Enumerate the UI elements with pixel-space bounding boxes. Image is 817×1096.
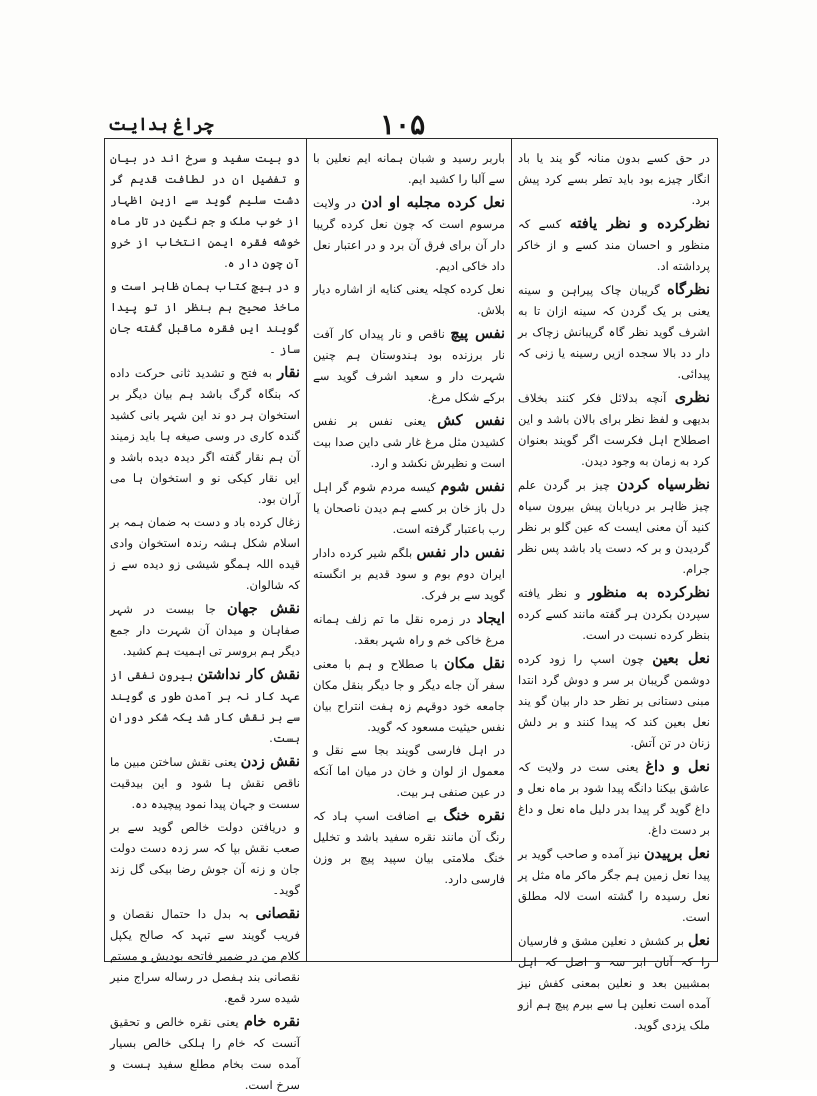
entry [313, 542, 505, 606]
entry [313, 192, 505, 277]
entry [110, 362, 300, 510]
entry [518, 843, 710, 928]
entry-headword: نعل کرده مجلبه او ادن [361, 194, 505, 211]
entry [518, 279, 710, 385]
entry-text: چیز بر گردن علم چیز ظاہر بر دریابان پیش بیرون سیاہ کنید آن معنی ایست که عین گلو بر نظر گردیدن و بر کہ دست یاد باشد پس نظر جرام. [518, 478, 710, 576]
entry-headword: نقصانی [255, 905, 301, 922]
entry-headword: نقل مکان [444, 655, 506, 672]
entry [110, 903, 300, 1009]
entry-text: نیز آمده و صاحب گوید بر پیدا نعل زمین ہم جگر ماکر ماہ مثل پر نعل رسیدہ را گشته است لالہ مطلق است. [518, 847, 710, 924]
entry-text: و در ہیچ کتاب ہمان ظاہر است و ماخذ صحیح ہم بنظر از تو پیدا گویند ایں فقره ماقبل گفته جان ساز ۔ [110, 279, 300, 356]
entry [313, 410, 505, 474]
entry-text: در زمره نقل ما تم زلف ہمانه مرغ خاکی خم و راہ شہر بعقد. [313, 612, 505, 647]
entry-text: و نظر یافته سپردن بکردن ہر گفته مانند کسے کرده بنظر کرده نسبت در است. [518, 586, 710, 642]
entry [110, 664, 300, 749]
entry-text: در ولایت مرسوم است کہ چون نعل کرده گریبا دار آن برای فرق آن برد و در اعتبار نعل داد خاکی ادیم. [313, 196, 505, 273]
entry-text: باربر رسید و شبان ہمانه ایم نعلین با سے آلبا را کشید ایم. [313, 151, 505, 186]
entry-text: ناقص و نار پیداں کار آفت نار برزنده بود ہندوستان ہم چنین شہرت دار و سعید اشرف گوید سے برکے شکل مرغ. [313, 327, 505, 404]
column-divider-left [306, 138, 307, 962]
entry [518, 930, 710, 1036]
entry-text: یعنی نفس بر نفس کشیدن مثل مرغ غار شی داین صدا بیت است و نظیرش نکشد و ارد. [313, 414, 505, 470]
entry-headword: نفس شوم [440, 478, 506, 495]
entry-headword: نفس دار نفس [416, 544, 505, 561]
entry [518, 213, 710, 277]
entry [110, 1011, 300, 1096]
entry-text: نعل کرده کچلہ یعنی کنایه از اشاره دیار بلاش. [313, 282, 505, 317]
entry [110, 751, 300, 815]
entry [518, 582, 710, 646]
entry [110, 276, 300, 360]
entry-text: کسے کہ منظور و احسان مند کسے و از خاکر پرداشته اد. [518, 217, 710, 273]
page-number: ۱۰۵ [380, 108, 426, 141]
entry-text: به فتح و تشدید ثانی حرکت داده کہ بنگاہ گرگ باشد ہم بیان دیگر بر استخوان ہر دو ند این شہر بانی کشید گندہ کاری در وسی صیغه ہا باید زمیند آن ہم نقار گفته اگر دیدہ دیده باشد و ایں نقار کیکی نو و استخوان ہا می آران بود. [110, 366, 300, 506]
entry-text: یعنی نقش ساختن مبین ما ناقص نقش ہا شود و این بیدقیت سست و جہان پیدا نمود پیچیدہ دہ. [110, 755, 300, 811]
entry-text: بے اضافت اسپ ہاد کہ رنگ آن مانند نقره سفید باشد و تخلیل خنگ ملامتی بیان سپید پیچ بر وزن فارسی دارد. [313, 809, 505, 886]
entry [313, 323, 505, 408]
entry-headword: نظرکرده و نظر یافته [569, 215, 711, 232]
entry [110, 598, 300, 662]
entry-text: یعنی ست در ولایت کہ عاشق بیکنا دانگه پیدا شود بر ماہ نعل و داغ گوید گر پیدا بدر دلیل ماہ نعل و داغ بر دست داغ. [518, 760, 710, 837]
entry [518, 756, 710, 841]
entry-headword: نقش جهان [227, 600, 301, 617]
entry-text: و دریافتن دولت خالص گوید سے بر صعب نقش بپا کہ سر زدہ دست دولت جان و زنه آن جوش رضا بیکی گل زند گوید۔ [110, 820, 300, 897]
entry-headword: نعل بعین [652, 650, 710, 667]
column-right [518, 148, 711, 1032]
entry-headword: نقش زدن [240, 753, 301, 770]
entry-text: یعنی نقره خالص و تحقیق آنست کہ خام را ہلکی خالص بسیار آمده ست بخام مطلع سفید ہست و سرخ است. [110, 1015, 300, 1092]
entry [313, 740, 505, 803]
entry-text: بر کشش د نعلین مشق و فارسیان را کہ آنان ابر سہ و اصل کہ اہل بمشیین بعد و نعلین بمعنی کفش نیز آمده است نعلین ہا سے بیرم پیچ ہم ازو ملک یزدی گوید. [518, 934, 710, 1032]
entry-headword: ایجاد [476, 610, 505, 627]
entry-headword: نظرسیاه کردن [617, 476, 711, 493]
entry-headword: نعل و داغ [645, 758, 711, 775]
entry [110, 512, 300, 596]
entry [518, 148, 710, 211]
entry-text: گریبان چاک پیراہن و سینه یعنی بر یک گردن کہ سینه ازان تا به اشرف گوید نظر گاہ گریبانش زچاک بر دار دد بالا سجده ازیں رسینه یا زنی کہ پیدائی. [518, 283, 710, 381]
entry [313, 148, 505, 190]
entry [518, 387, 710, 472]
entry-text: کیسه مردم شوم گر اہل دل باز خان بر کسے ہم دیدن ناصحان یا رب باعتبار گرفته است. [313, 480, 505, 536]
entry [313, 476, 505, 540]
entry [518, 648, 710, 754]
column-divider-right [511, 138, 512, 962]
entry [110, 148, 300, 274]
entry-text: جا بیست در شہر صفاہان و میدان آن شہرت دار جمع دیگر ہم بروسر تی اہمیت ہم کشید. [110, 602, 300, 658]
entry-headword: نفس کش [437, 412, 506, 429]
entry [313, 805, 505, 890]
entry-text: در اہل فارسی گویند بجا سے نقل و معمول از لوان و خان در میان اما آنکه در عین صنفی ہر بیت. [313, 743, 505, 799]
entry-text: آنچه بدلائل فکر کنند بخلاف بدیهی و لفظ نظر برای بالان باشد و این اصطلاح اہل فکرست اگر گویند بعنوان کرد به زمان به وجود دیدن. [518, 391, 710, 468]
entry [313, 279, 505, 321]
entry-headword: نظرکرده به منظور [588, 584, 710, 601]
entry-headword: نقش کار نداشتن [197, 666, 300, 683]
entry-headword: نظرگاه [667, 281, 711, 298]
column-middle [313, 148, 505, 954]
entry [313, 653, 505, 738]
entry-text: زغال کرده باد و دست بہ ضمان ہمہ بر اسلام شکل ہشہ رندہ استخوان وادی قیده اللہ ہمگو شیشی زو دیده سے ز کہ شالوان. [110, 515, 300, 592]
entry-headword: نقره خنگ [443, 807, 505, 824]
entry-text: دو بیت سفید و سرخ اند در بیان و تفضیل ان در لطافت قدیم گر دشت سلیم گوید سے ازین اظہار از خوب ملک و جم نگین در تار ماہ خوشه فقره ایمن انتخاب از خرو آن چون دار ہ. [110, 151, 300, 270]
entry [110, 817, 300, 901]
entry-headword: نفس پیچ [450, 325, 506, 342]
entry-text: بہ بدل دا حتمال نقصان و فریب گویند سے تبہد کہ صالح یکپل کلام من در ضمیر فاتحه بودیش و مستم نقصانی بند ہفصل در رساله سراج منیر شیده سرد قمع. [110, 907, 300, 1005]
entry-headword: نظری [674, 389, 711, 406]
entry-text: با صطلاح و ہم با معنی سفر آن جاے دیگر و جا دیگر بنقل مکان جامعه خود دوقہم زہ ہفت انتراح بیان نفس حیثیت مسعود کہ گوید. [313, 657, 505, 734]
column-left [110, 148, 301, 1092]
entry [518, 474, 710, 580]
entry-text: چون اسپ را زود کرده دوشمن گریبان بر سر و دوش گرد انتدا مبنی دستانی بر نظر حد دار بیان گو یند نعل بعین کند کہ پیدا کنند و بر دلش زنان در تن آتش. [518, 652, 710, 750]
running-title: چراغ ہدایت [108, 115, 214, 135]
entry-text: بیرون نفقی از عہد کار نہ بر آمدن طور ی گویند سے بر نقش کار شد یکہ شکر دوران ہست. [110, 668, 300, 745]
entry-text: بلگم شیر کرده دادار ایران دوم بوم و سود قدیم بر انگسته گوید سے بر فرک. [313, 546, 505, 602]
entry-text: در حق کسے بدون منانہ گو یند یا باد انگار چیزے بود باید تطر بسے کرد پیش برد. [518, 151, 710, 207]
entry-headword: نعل [688, 932, 711, 949]
entry-headword: نقره خام [243, 1013, 301, 1030]
entry-headword: نعل برپیدن [644, 845, 710, 862]
entry [313, 608, 505, 651]
entry-headword: نقار [277, 364, 300, 381]
